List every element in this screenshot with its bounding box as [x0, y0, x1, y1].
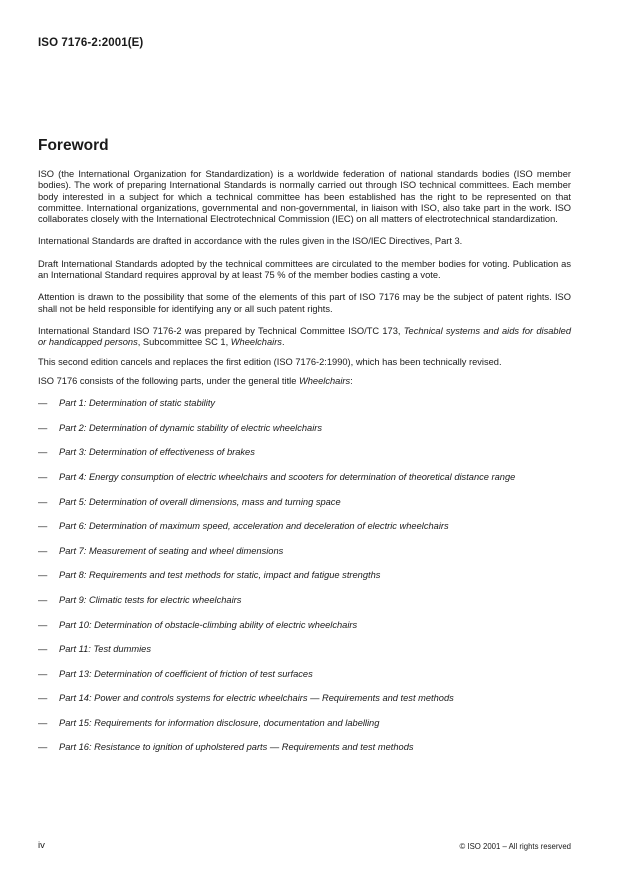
paragraph-iso-overview: ISO (the International Organization for Standardization) is a worldwide federation of national standards bodies (ISO member bodies). The work of preparing International Standards is normally carried out through ISO technical committees. Each member body interested in a subject for which a technical committee has been established has the right to be represented on that committee. International organizations, governmental and non-governmental, in liaison with ISO, also take part in the work. ISO collaborates closely with the International Electrotechnical Commission (IEC) on all matters of electrotechnical standardization. — [38, 169, 571, 225]
committee-text-c: , Subcommittee SC 1, — [137, 337, 231, 348]
paragraph-edition: This second edition cancels and replaces the first edition (ISO 7176-2:1990), which has been technically revised. — [38, 356, 502, 367]
paragraph-parts-intro — [38, 376, 571, 387]
committee-text-e: . — [281, 337, 285, 348]
committee-text-a: International Standard ISO 7176-2 was prepared by Technical Committee ISO/TC 173, — [38, 325, 404, 336]
dash-bullet: — — [38, 471, 48, 482]
dash-bullet: — — [38, 545, 48, 556]
general-title: Wheelchairs — [298, 375, 351, 386]
document-code: ISO 7176-2:2001(E) — [38, 37, 144, 49]
part-title: Part 2: Determination of dynamic stability of electric wheelchairs — [59, 422, 323, 433]
dash-bullet: — — [38, 496, 48, 507]
paragraph-directives: International Standards are drafted in accordance with the rules given in the ISO/IEC Directives, Part 3. — [38, 236, 463, 247]
paragraph-patent: Attention is drawn to the possibility that some of the elements of this part of ISO 7176 may be the subject of patent rights. ISO shall not be held responsible for identifying any or all such patent rights. — [38, 292, 571, 314]
subcommittee-title: Wheelchairs — [230, 337, 282, 348]
paragraph-committee — [38, 326, 571, 349]
dash-bullet: — — [38, 644, 48, 655]
list-item — [38, 570, 571, 581]
dash-bullet: — — [38, 570, 48, 581]
part-title: Part 1: Determination of static stability — [59, 398, 216, 409]
dash-bullet: — — [38, 742, 48, 753]
part-title: Part 4: Energy consumption of electric wheelchairs and scooters for determination of theoretical distance range — [59, 471, 516, 482]
paragraph-voting: Draft International Standards adopted by the technical committees are circulated to the member bodies for voting. Publication as an International Standard requires approval by at least 75 % of the member bodies casting a vote. — [38, 258, 571, 281]
parts-intro-colon: : — [350, 375, 353, 386]
dash-bullet: — — [38, 447, 48, 458]
dash-bullet: — — [38, 398, 48, 409]
list-item — [38, 669, 571, 680]
dash-bullet: — — [38, 619, 48, 630]
list-item — [38, 423, 571, 434]
dash-bullet: — — [38, 422, 48, 433]
list-item — [38, 718, 571, 729]
part-title: Part 13: Determination of coefficient of friction of test surfaces — [59, 668, 313, 679]
list-item — [38, 595, 571, 606]
part-title: Part 5: Determination of overall dimensions, mass and turning space — [59, 496, 341, 507]
list-item — [38, 620, 571, 631]
copyright-notice: © ISO 2001 – All rights reserved — [459, 842, 571, 851]
dash-bullet: — — [38, 717, 48, 728]
part-title: Part 3: Determination of effectiveness of brakes — [59, 447, 255, 458]
parts-list — [38, 398, 571, 754]
part-title: Part 10: Determination of obstacle-climbing ability of electric wheelchairs — [59, 619, 358, 630]
part-title: Part 15: Requirements for information disclosure, documentation and labelling — [59, 717, 380, 728]
dash-bullet: — — [38, 668, 48, 679]
part-title: Part 14: Power and controls systems for electric wheelchairs — Requirements and test methods — [59, 693, 454, 704]
list-item — [38, 447, 571, 458]
list-item — [38, 693, 571, 704]
list-item — [38, 546, 571, 557]
part-title: Part 9: Climatic tests for electric wheelchairs — [59, 594, 242, 605]
part-title: Part 7: Measurement of seating and wheel dimensions — [59, 545, 284, 556]
list-item — [38, 644, 571, 655]
dash-bullet: — — [38, 594, 48, 605]
part-title: Part 6: Determination of maximum speed, acceleration and deceleration of electric wheelchairs — [59, 521, 449, 532]
dash-bullet: — — [38, 693, 48, 704]
list-item — [38, 398, 571, 409]
list-item — [38, 472, 571, 483]
part-title: Part 11: Test dummies — [59, 644, 151, 655]
part-title: Part 16: Resistance to ignition of upholstered parts — Requirements and test methods — [59, 742, 414, 753]
list-item — [38, 742, 571, 753]
committee-title: Technical systems and aids for disabled or handicapped persons — [38, 325, 571, 348]
parts-intro-text: ISO 7176 consists of the following parts, under the general title — [38, 375, 299, 386]
foreword-body — [38, 169, 571, 767]
list-item — [38, 497, 571, 508]
part-title: Part 8: Requirements and test methods for static, impact and fatigue strengths — [59, 570, 381, 581]
dash-bullet: — — [38, 521, 48, 532]
list-item — [38, 521, 571, 532]
page-title: Foreword — [38, 137, 109, 154]
page-number: iv — [38, 840, 45, 851]
